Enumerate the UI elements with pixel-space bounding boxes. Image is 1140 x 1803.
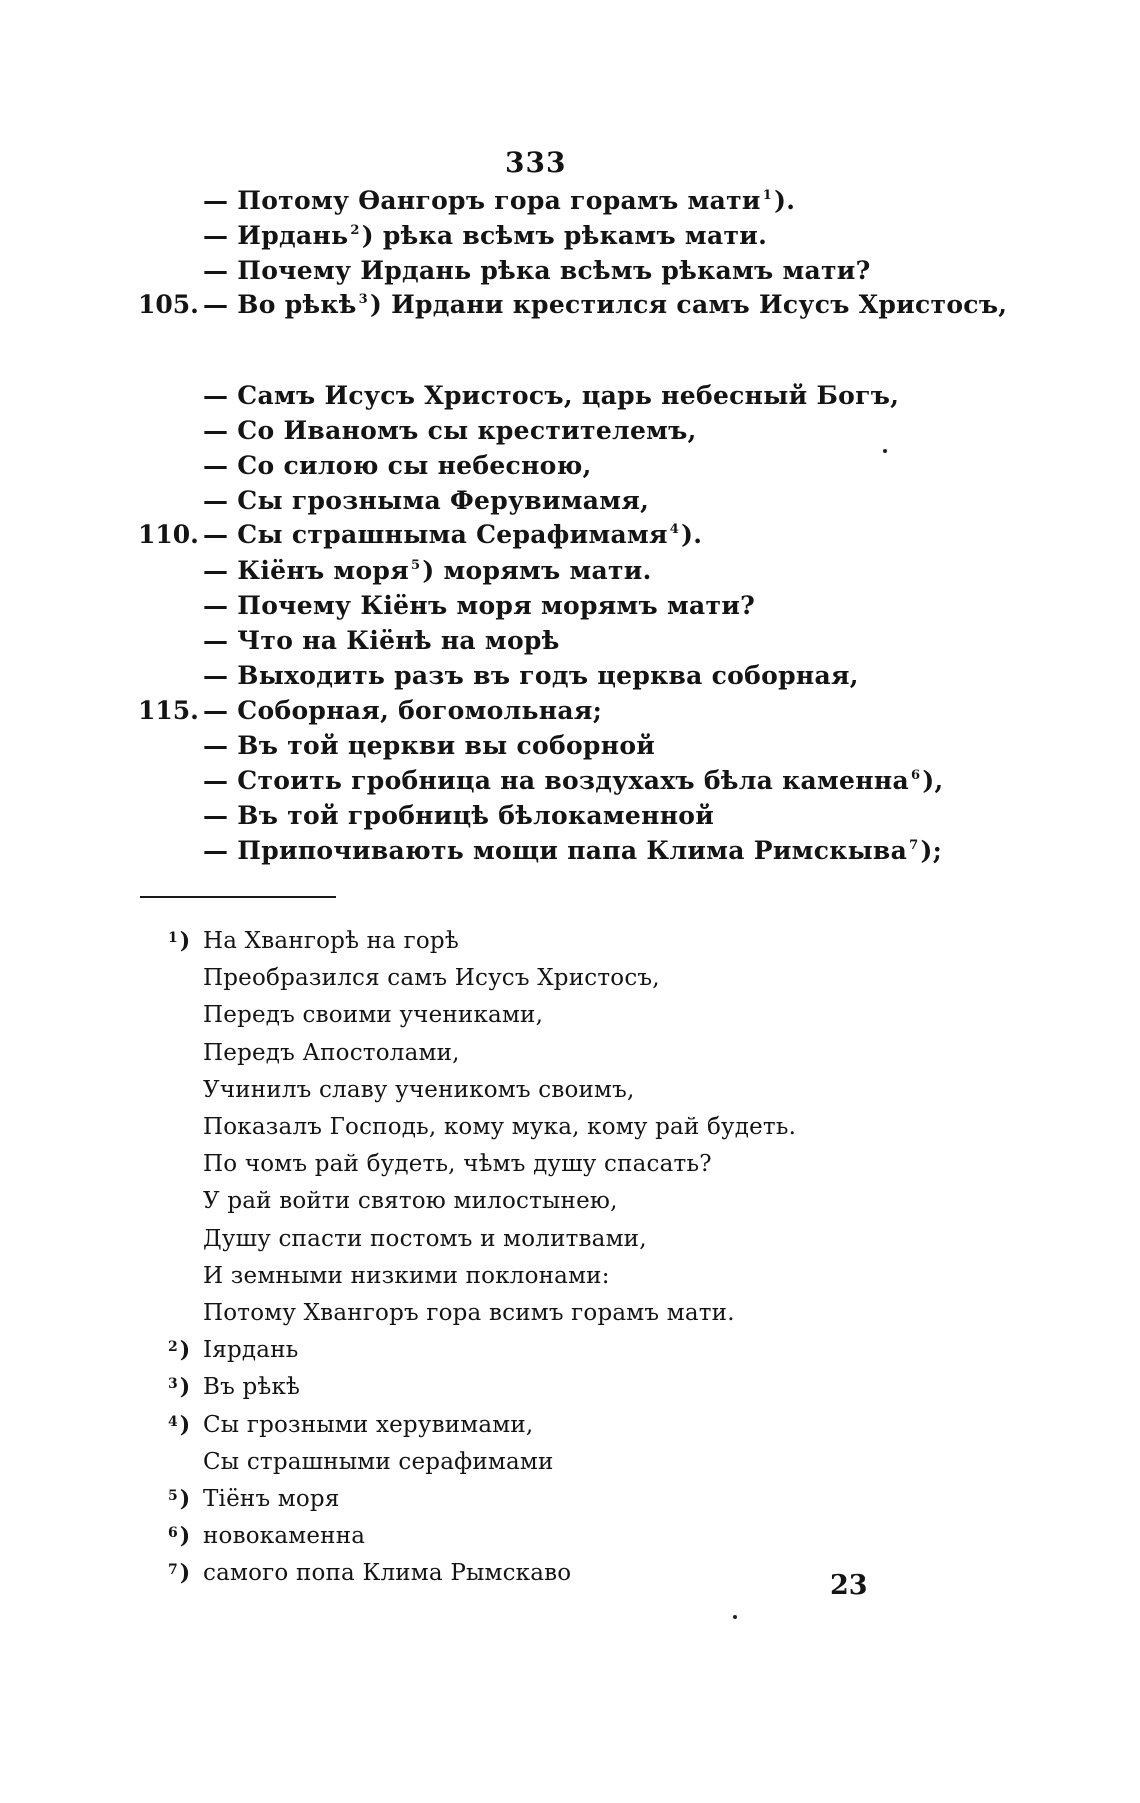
line-number: 115. xyxy=(138,696,199,725)
poem-line-text: — Потому Өангоръ гора горамъ мати xyxy=(203,186,761,215)
poem-line-text: — Со Иваномъ сы крестителемъ, xyxy=(203,416,697,445)
footnote-marker-number: 7 xyxy=(168,1562,178,1578)
footnote-line: Передъ своими учениками, xyxy=(203,1002,544,1028)
footnote-marker: $^7$) xyxy=(168,1560,191,1586)
poem-line-text: — Ирдань xyxy=(203,221,349,250)
footnote-marker-number: 1 xyxy=(168,930,178,946)
footnote-line: Іярдань xyxy=(203,1337,299,1363)
footnote-line: Учинилъ славу ученикомъ своимъ, xyxy=(203,1077,635,1103)
footnote-marker: $^2$) xyxy=(168,1337,191,1363)
poem-line xyxy=(203,256,871,285)
footnote-line: Душу спасти постомъ и молитвами, xyxy=(203,1226,647,1252)
footnote-line: Передъ Апостолами, xyxy=(203,1040,460,1066)
poem-line-text: — Сы страшныма Серафимамя xyxy=(203,520,668,549)
poem-line xyxy=(203,626,560,655)
poem-line xyxy=(203,290,1007,319)
page-number: 333 xyxy=(505,146,567,179)
poem-line xyxy=(203,661,859,690)
footnote-reference: 5 xyxy=(410,558,421,573)
footnote-line: новокаменна xyxy=(203,1523,366,1549)
footnote-marker: $^3$) xyxy=(168,1374,191,1400)
poem-line xyxy=(203,696,602,725)
footnote-line: И земными низкими поклонами: xyxy=(203,1263,610,1289)
footnote-line: Сы грозными херувимами, xyxy=(203,1412,534,1438)
poem-line-text: ) рѣка всѣмъ рѣкамъ мати. xyxy=(361,221,768,250)
footnote-line: Сы страшными серафимами xyxy=(203,1449,554,1475)
poem-line-text: — Припочивають мощи папа Клима Римскыва xyxy=(203,836,908,865)
print-speck xyxy=(883,449,887,453)
footnote-line: самого попа Клима Рымскаво xyxy=(203,1560,572,1586)
footnote-marker: $^6$) xyxy=(168,1523,191,1549)
poem-line xyxy=(203,520,702,549)
footnote-reference: 2 xyxy=(350,223,360,238)
poem-line xyxy=(203,836,942,865)
poem-line-text: ), xyxy=(922,766,944,795)
poem-line xyxy=(203,591,755,620)
poem-line-text: — Соборная, богомольная; xyxy=(203,696,603,725)
poem-line xyxy=(203,186,795,215)
poem-line-text: — Въ той гробницѣ бѣлокаменной xyxy=(203,801,715,830)
footnote-line: На Хвангорѣ на горѣ xyxy=(203,928,459,954)
footnote-line: Тіёнъ моря xyxy=(203,1486,340,1512)
poem-line-text: — Во рѣкѣ xyxy=(203,290,357,319)
poem-line xyxy=(203,221,767,250)
footnote-marker-number: 6 xyxy=(168,1525,178,1541)
footnote-line: Преобразился самъ Исусъ Христосъ, xyxy=(203,965,660,991)
poem-line xyxy=(203,766,943,795)
signature-mark: 23 xyxy=(830,1570,868,1601)
poem-line xyxy=(203,451,592,480)
print-speck xyxy=(733,1615,737,1619)
poem-line-text: — Со силою сы небесною, xyxy=(203,451,592,480)
line-number: 105. xyxy=(138,290,199,319)
footnote-divider xyxy=(140,896,336,898)
footnote-reference: 3 xyxy=(358,292,368,307)
footnote-marker-number: 2 xyxy=(168,1339,178,1355)
poem-line-text: — Сы грозныма Ферувимамя, xyxy=(203,486,650,515)
footnote-reference: 6 xyxy=(910,768,921,783)
poem-line xyxy=(203,556,652,585)
poem-line xyxy=(203,731,655,760)
footnote-marker: $^5$) xyxy=(168,1486,191,1512)
footnote-marker: $^4$) xyxy=(168,1412,191,1438)
poem-line-text: — Что на Кіёнѣ на морѣ xyxy=(203,626,560,655)
poem-line-text: — Стоить гробница на воздухахъ бѣла каменна xyxy=(203,766,909,795)
footnote-reference: 7 xyxy=(909,838,919,853)
poem-line-text: — Самъ Исусъ Христосъ, царь небесный Богъ, xyxy=(203,381,900,410)
footnote-reference: 4 xyxy=(669,522,680,537)
poem-line-text: — Почему Кіёнъ моря морямъ мати? xyxy=(203,591,756,620)
poem-line-text: ) Ирдани крестился самъ Исусъ Христосъ, xyxy=(369,290,1008,319)
poem-line-text: ); xyxy=(920,836,943,865)
footnote-line: По чомъ рай будеть, чѣмъ душу спасать? xyxy=(203,1151,712,1177)
footnote-line: Показалъ Господь, кому мука, кому рай будеть. xyxy=(203,1114,797,1140)
footnote-reference: 1 xyxy=(762,188,773,203)
footnote-marker-number: 5 xyxy=(168,1488,178,1504)
poem-line xyxy=(203,801,714,830)
poem-line xyxy=(203,381,899,410)
footnote-line: Въ рѣкѣ xyxy=(203,1374,301,1400)
line-number: 110. xyxy=(138,520,199,549)
poem-line-text: — Кіёнъ моря xyxy=(203,556,409,585)
poem-line-text: ). xyxy=(681,520,703,549)
footnote-marker-number: 3 xyxy=(168,1376,178,1392)
footnote-line: У рай войти святою милостынею, xyxy=(203,1188,618,1214)
poem-line xyxy=(203,416,697,445)
poem-line xyxy=(203,486,649,515)
poem-line-text: ) морямъ мати. xyxy=(422,556,652,585)
poem-line-text: — Почему Ирдань рѣка всѣмъ рѣкамъ мати? xyxy=(203,256,871,285)
footnote-line: Потому Хвангоръ гора всимъ горамъ мати. xyxy=(203,1300,735,1326)
poem-line-text: — Выходить разъ въ годъ церква соборная, xyxy=(203,661,859,690)
poem-line-text: ). xyxy=(774,186,796,215)
poem-line-text: — Въ той церкви вы соборной xyxy=(203,731,656,760)
footnote-marker: $^1$) xyxy=(168,928,191,954)
footnote-marker-number: 4 xyxy=(168,1414,178,1430)
